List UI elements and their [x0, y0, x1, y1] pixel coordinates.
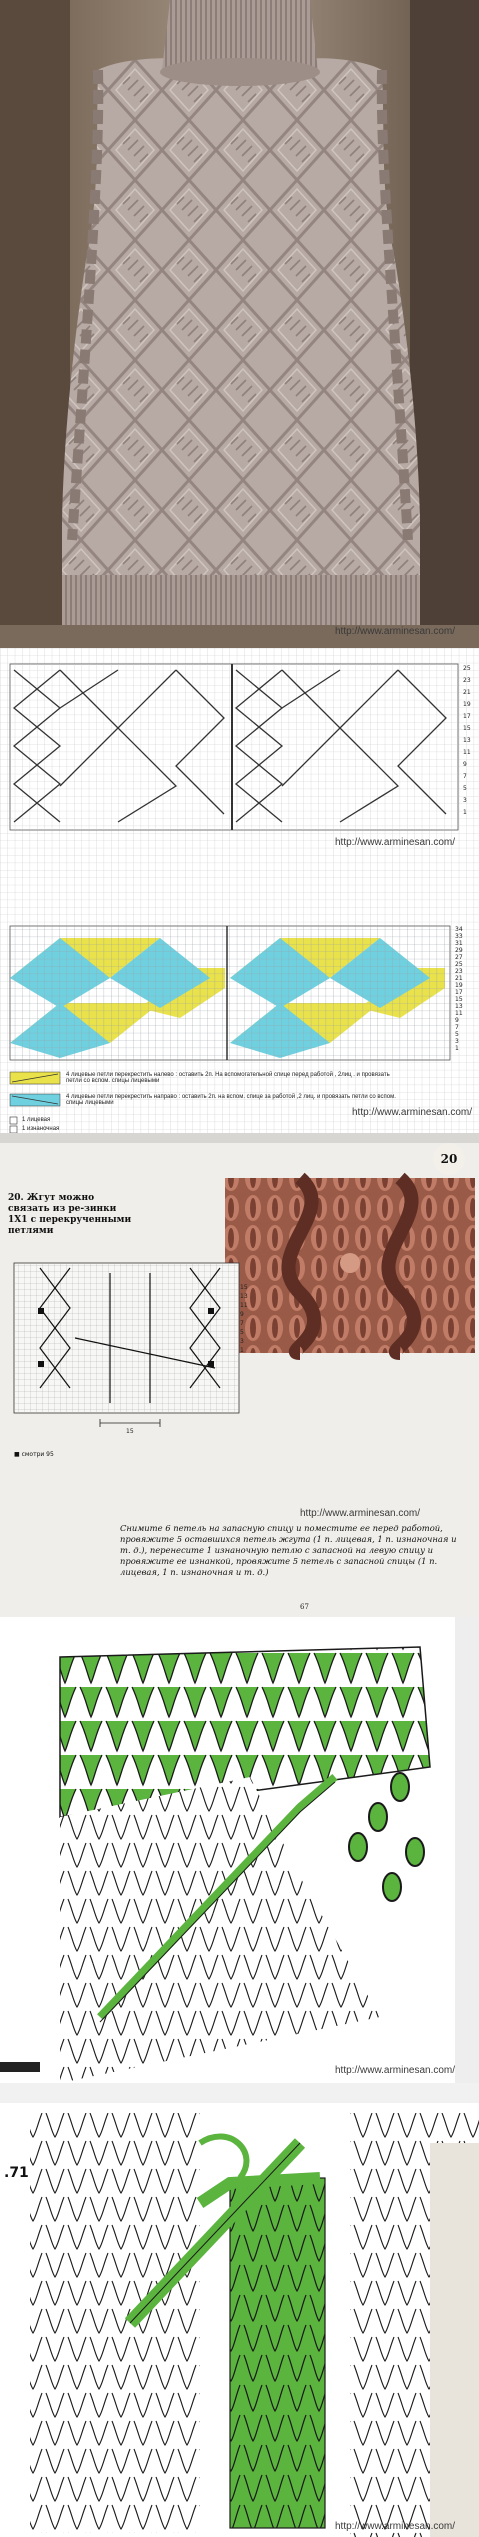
row-number: 5 [240, 1329, 244, 1336]
key-purl: 1 изнаночная [22, 1126, 60, 1132]
row-number: 25 [463, 665, 471, 672]
row-number: 5 [463, 785, 467, 792]
legend-right-cross: 4 лицевые петли перекрестить направо : оставить 2п. на вспом. спице за работой ,2 лиц. и провязать петли со вспом. спицы лицевыми [66, 1094, 396, 1106]
row-number: 7 [455, 1024, 459, 1031]
chart-width-label: 15 [126, 1428, 134, 1435]
row-number: 19 [463, 701, 471, 708]
illustration2-watermark: http://www.arminesan.com/ [335, 2521, 456, 2532]
row-number: 3 [463, 797, 467, 804]
page-number: 67 [300, 1603, 309, 1611]
row-number: 21 [463, 689, 471, 696]
row-number: 7 [240, 1320, 244, 1327]
row-number: 1 [455, 1045, 459, 1052]
row-number: 27 [455, 954, 463, 961]
row-number: 11 [455, 1010, 463, 1017]
key-knit: 1 лицевая [22, 1117, 51, 1123]
pattern-number-badge: 20 [433, 1143, 465, 1175]
vest-photo-image [0, 0, 479, 648]
figure-label: .71 [4, 2165, 29, 2181]
knitting-chart-panel [0, 648, 479, 1133]
knitting-chart [0, 648, 479, 1133]
row-number: 17 [455, 989, 463, 996]
chart-watermark-bottom: http://www.arminesan.com/ [352, 1107, 473, 1118]
row-number: 1 [240, 1347, 244, 1354]
book-page-panel [0, 1133, 479, 1617]
row-number: 31 [455, 940, 463, 947]
row-number: 5 [455, 1031, 459, 1038]
legend-left-cross: 4 лицевые петли перекрестить налево : оставить 2п. На вспомогательной спице перед работой , 2лиц . и провязать петли со вспом. спицы лицевыми [66, 1072, 390, 1084]
row-number: 15 [455, 996, 463, 1003]
row-number: 3 [455, 1038, 459, 1045]
row-number: 23 [463, 677, 471, 684]
row-number: 23 [455, 968, 463, 975]
row-number: 15 [463, 725, 471, 732]
row-number: 11 [463, 749, 471, 756]
row-number: 11 [240, 1302, 248, 1309]
row-number: 21 [455, 975, 463, 982]
row-number: 13 [240, 1293, 248, 1300]
chart-watermark-top: http://www.arminesan.com/ [335, 837, 456, 848]
row-number: 29 [455, 947, 463, 954]
book-chart-row-numbers [240, 1283, 254, 1355]
stitch-illustration-1-image [0, 1617, 479, 2083]
row-number: 7 [463, 773, 467, 780]
row-number: 25 [455, 961, 463, 968]
chart-key: ■ смотри 95 [14, 1451, 54, 1458]
book-watermark: http://www.arminesan.com/ [300, 1508, 421, 1519]
photo-watermark: http://www.arminesan.com/ [335, 626, 456, 637]
illustration1-watermark: http://www.arminesan.com/ [335, 2065, 456, 2076]
row-number: 34 [455, 926, 463, 933]
top-chart-diagram [10, 664, 458, 830]
row-number: 33 [455, 933, 463, 940]
row-number: 9 [240, 1311, 244, 1318]
row-number: 19 [455, 982, 463, 989]
row-number: 3 [240, 1338, 244, 1345]
stitch-illustration-1 [0, 1617, 479, 2083]
row-number: 15 [240, 1284, 248, 1291]
row-number: 13 [455, 1003, 463, 1010]
row-number: 13 [463, 737, 471, 744]
pattern-instructions: Снимите 6 петель на запасную спицу и поместите ее перед работой, провяжите 5 оставшихся петель жгута (1 п. лицевая, 1 п. изнаночная и т. д.), перенесите 1 изнаночную петлю с запасной на левую спицу и провяжите ее изнанкой, провяжите 5 петель с запасной спицы (1 п. лицевая, 1 п. изнаночная и т. д.) [120, 1523, 457, 1577]
row-number: 9 [463, 761, 467, 768]
pattern-title: 20. Жгут можно связать из ре-зинки 1Х1 с перекрученными петлями [8, 1193, 132, 1236]
colored-chart-diagram [10, 926, 450, 1060]
row-number: 1 [463, 809, 467, 816]
vest-photo [0, 0, 479, 648]
stitch-illustration-2-image [0, 2083, 479, 2537]
row-number: 17 [463, 713, 471, 720]
row-number: 9 [455, 1017, 459, 1024]
stitch-illustration-2 [0, 2083, 479, 2537]
